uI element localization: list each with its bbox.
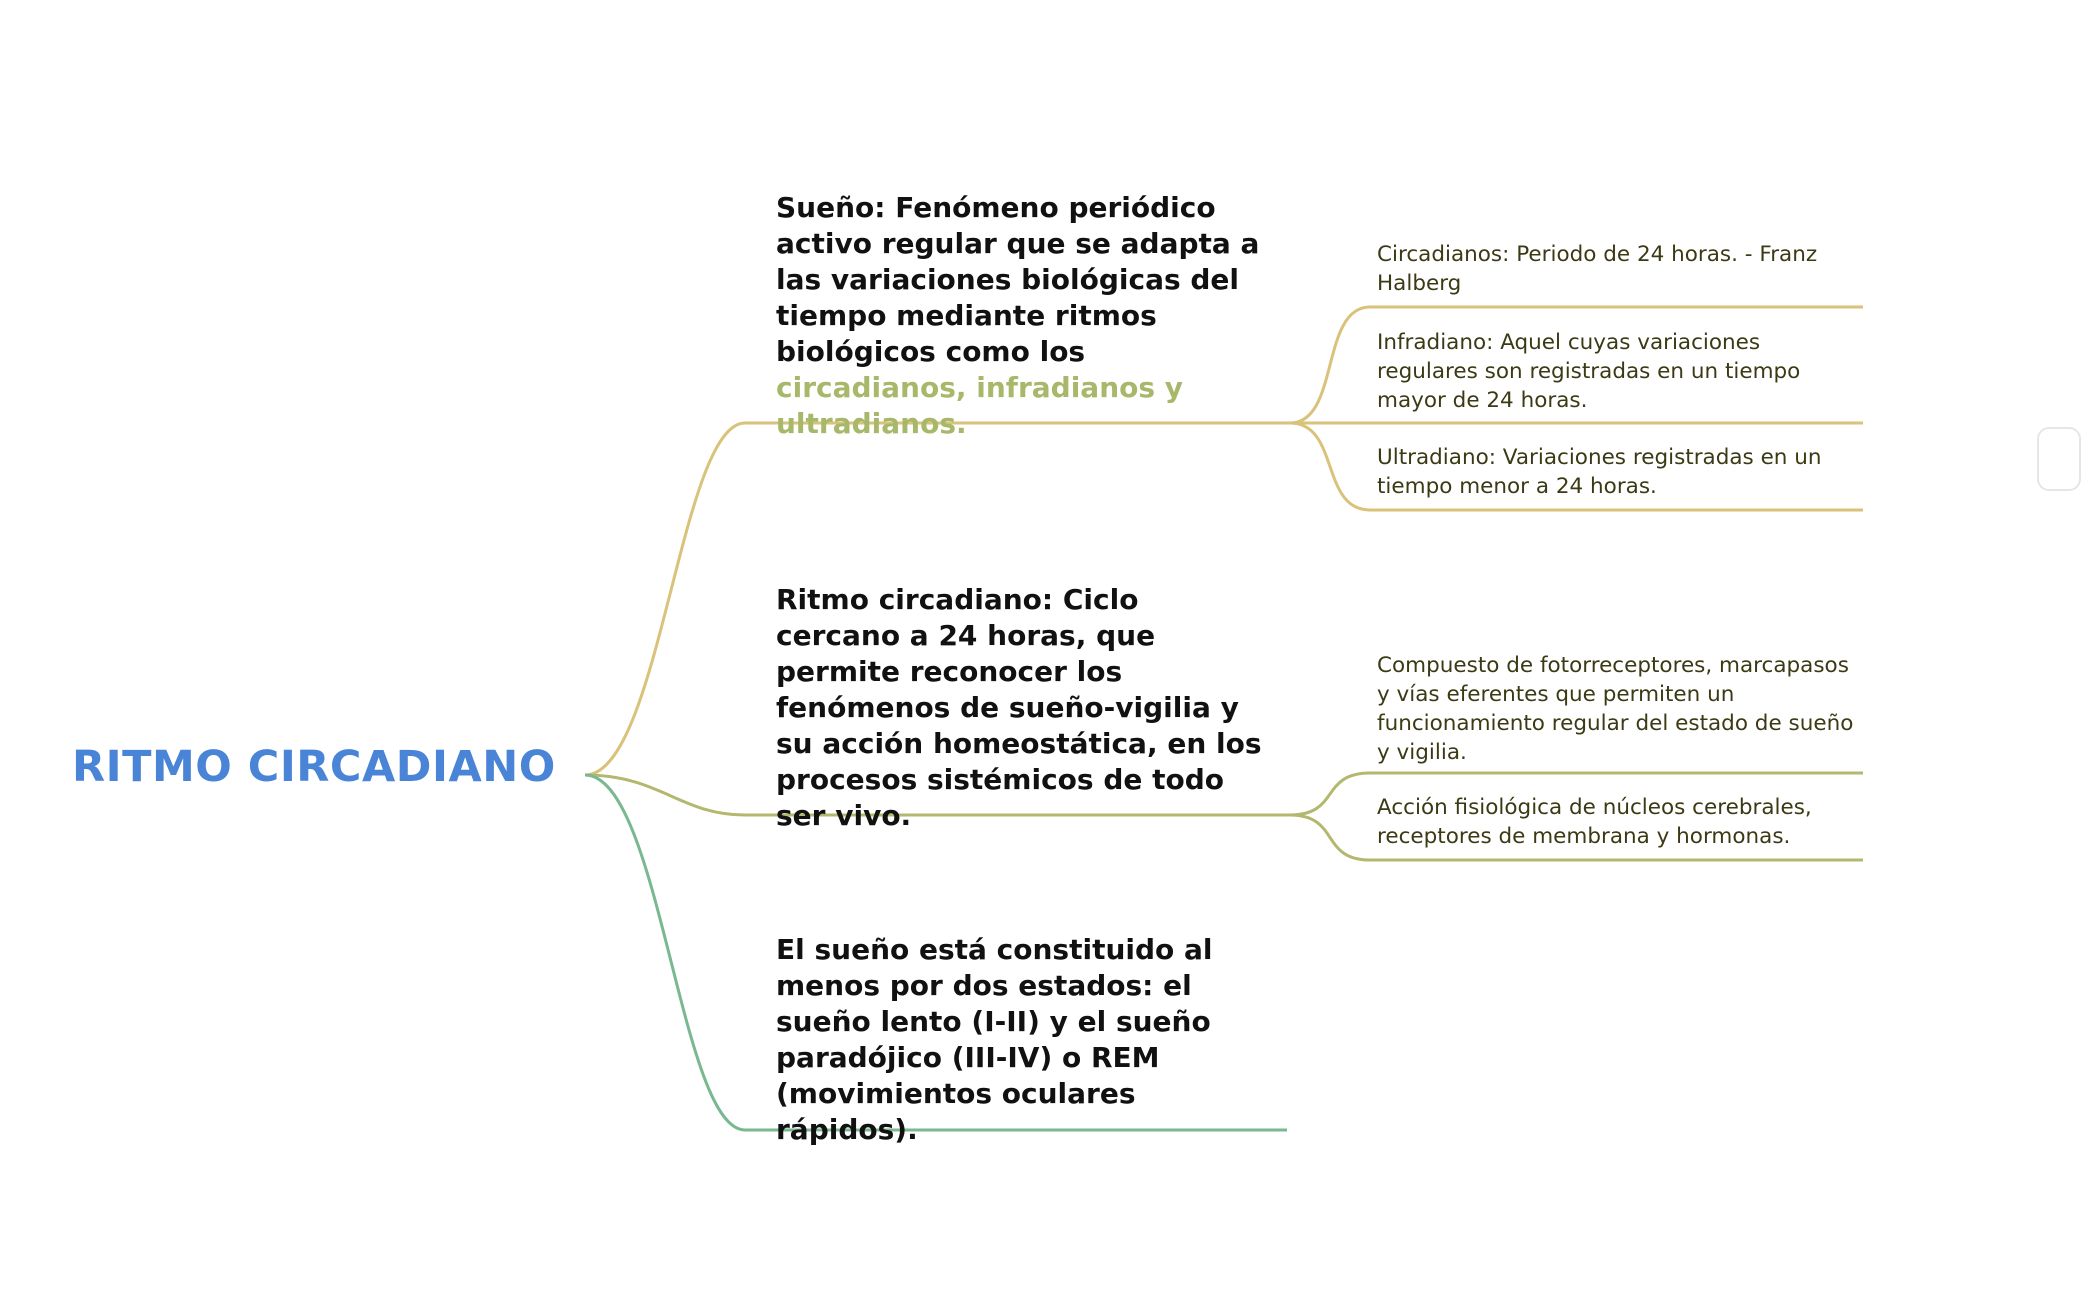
topic-sleep-states[interactable] [776, 932, 1266, 1148]
subtopic-infradiano[interactable]: Infradiano: Aquel cuyas variaciones regulares son registradas en un tiempo mayor de 24 horas. [1377, 330, 1801, 413]
side-panel-handle[interactable] [2037, 427, 2081, 491]
central-topic[interactable]: RITMO CIRCADIANO [72, 742, 556, 792]
topic-sleep-definition-text: Sueño: Fenómeno periódico activo regular que se adapta a las variaciones biológicas del tiempo mediante ritmos biológicos como los [776, 191, 1260, 368]
subtopic-ultradiano[interactable]: Ultradiano: Variaciones registradas en un tiempo menor a 24 horas. [1377, 445, 1822, 499]
subtopic-physiological-action[interactable]: Acción fisiológica de núcleos cerebrales, receptores de membrana y hormonas. [1377, 795, 1812, 849]
subtopic-components[interactable]: Compuesto de fotorreceptores, marcapasos y vías eferentes que permiten un funcionamiento regular del estado de sueño y vigilia. [1377, 653, 1854, 765]
topic-sleep-states-text: El sueño está constituido al menos por dos estados: el sueño lento (I-II) y el sueño paradójico (III-IV) o REM (movimientos oculares rápidos). [776, 933, 1213, 1146]
topic-sleep-definition[interactable] [776, 190, 1266, 442]
topic-circadian-rhythm-text: Ritmo circadiano: Ciclo cercano a 24 horas, que permite reconocer los fenómenos de sueño-vigilia y su acción homeostática, en los procesos sistémicos de todo ser vivo. [776, 583, 1262, 832]
topic-circadian-rhythm[interactable] [776, 582, 1266, 834]
topic-sleep-definition-highlight: circadianos, infradianos y ultradianos. [776, 371, 1184, 440]
subtopic-circadianos[interactable]: Circadianos: Periodo de 24 horas. - Franz Halberg [1377, 242, 1818, 296]
